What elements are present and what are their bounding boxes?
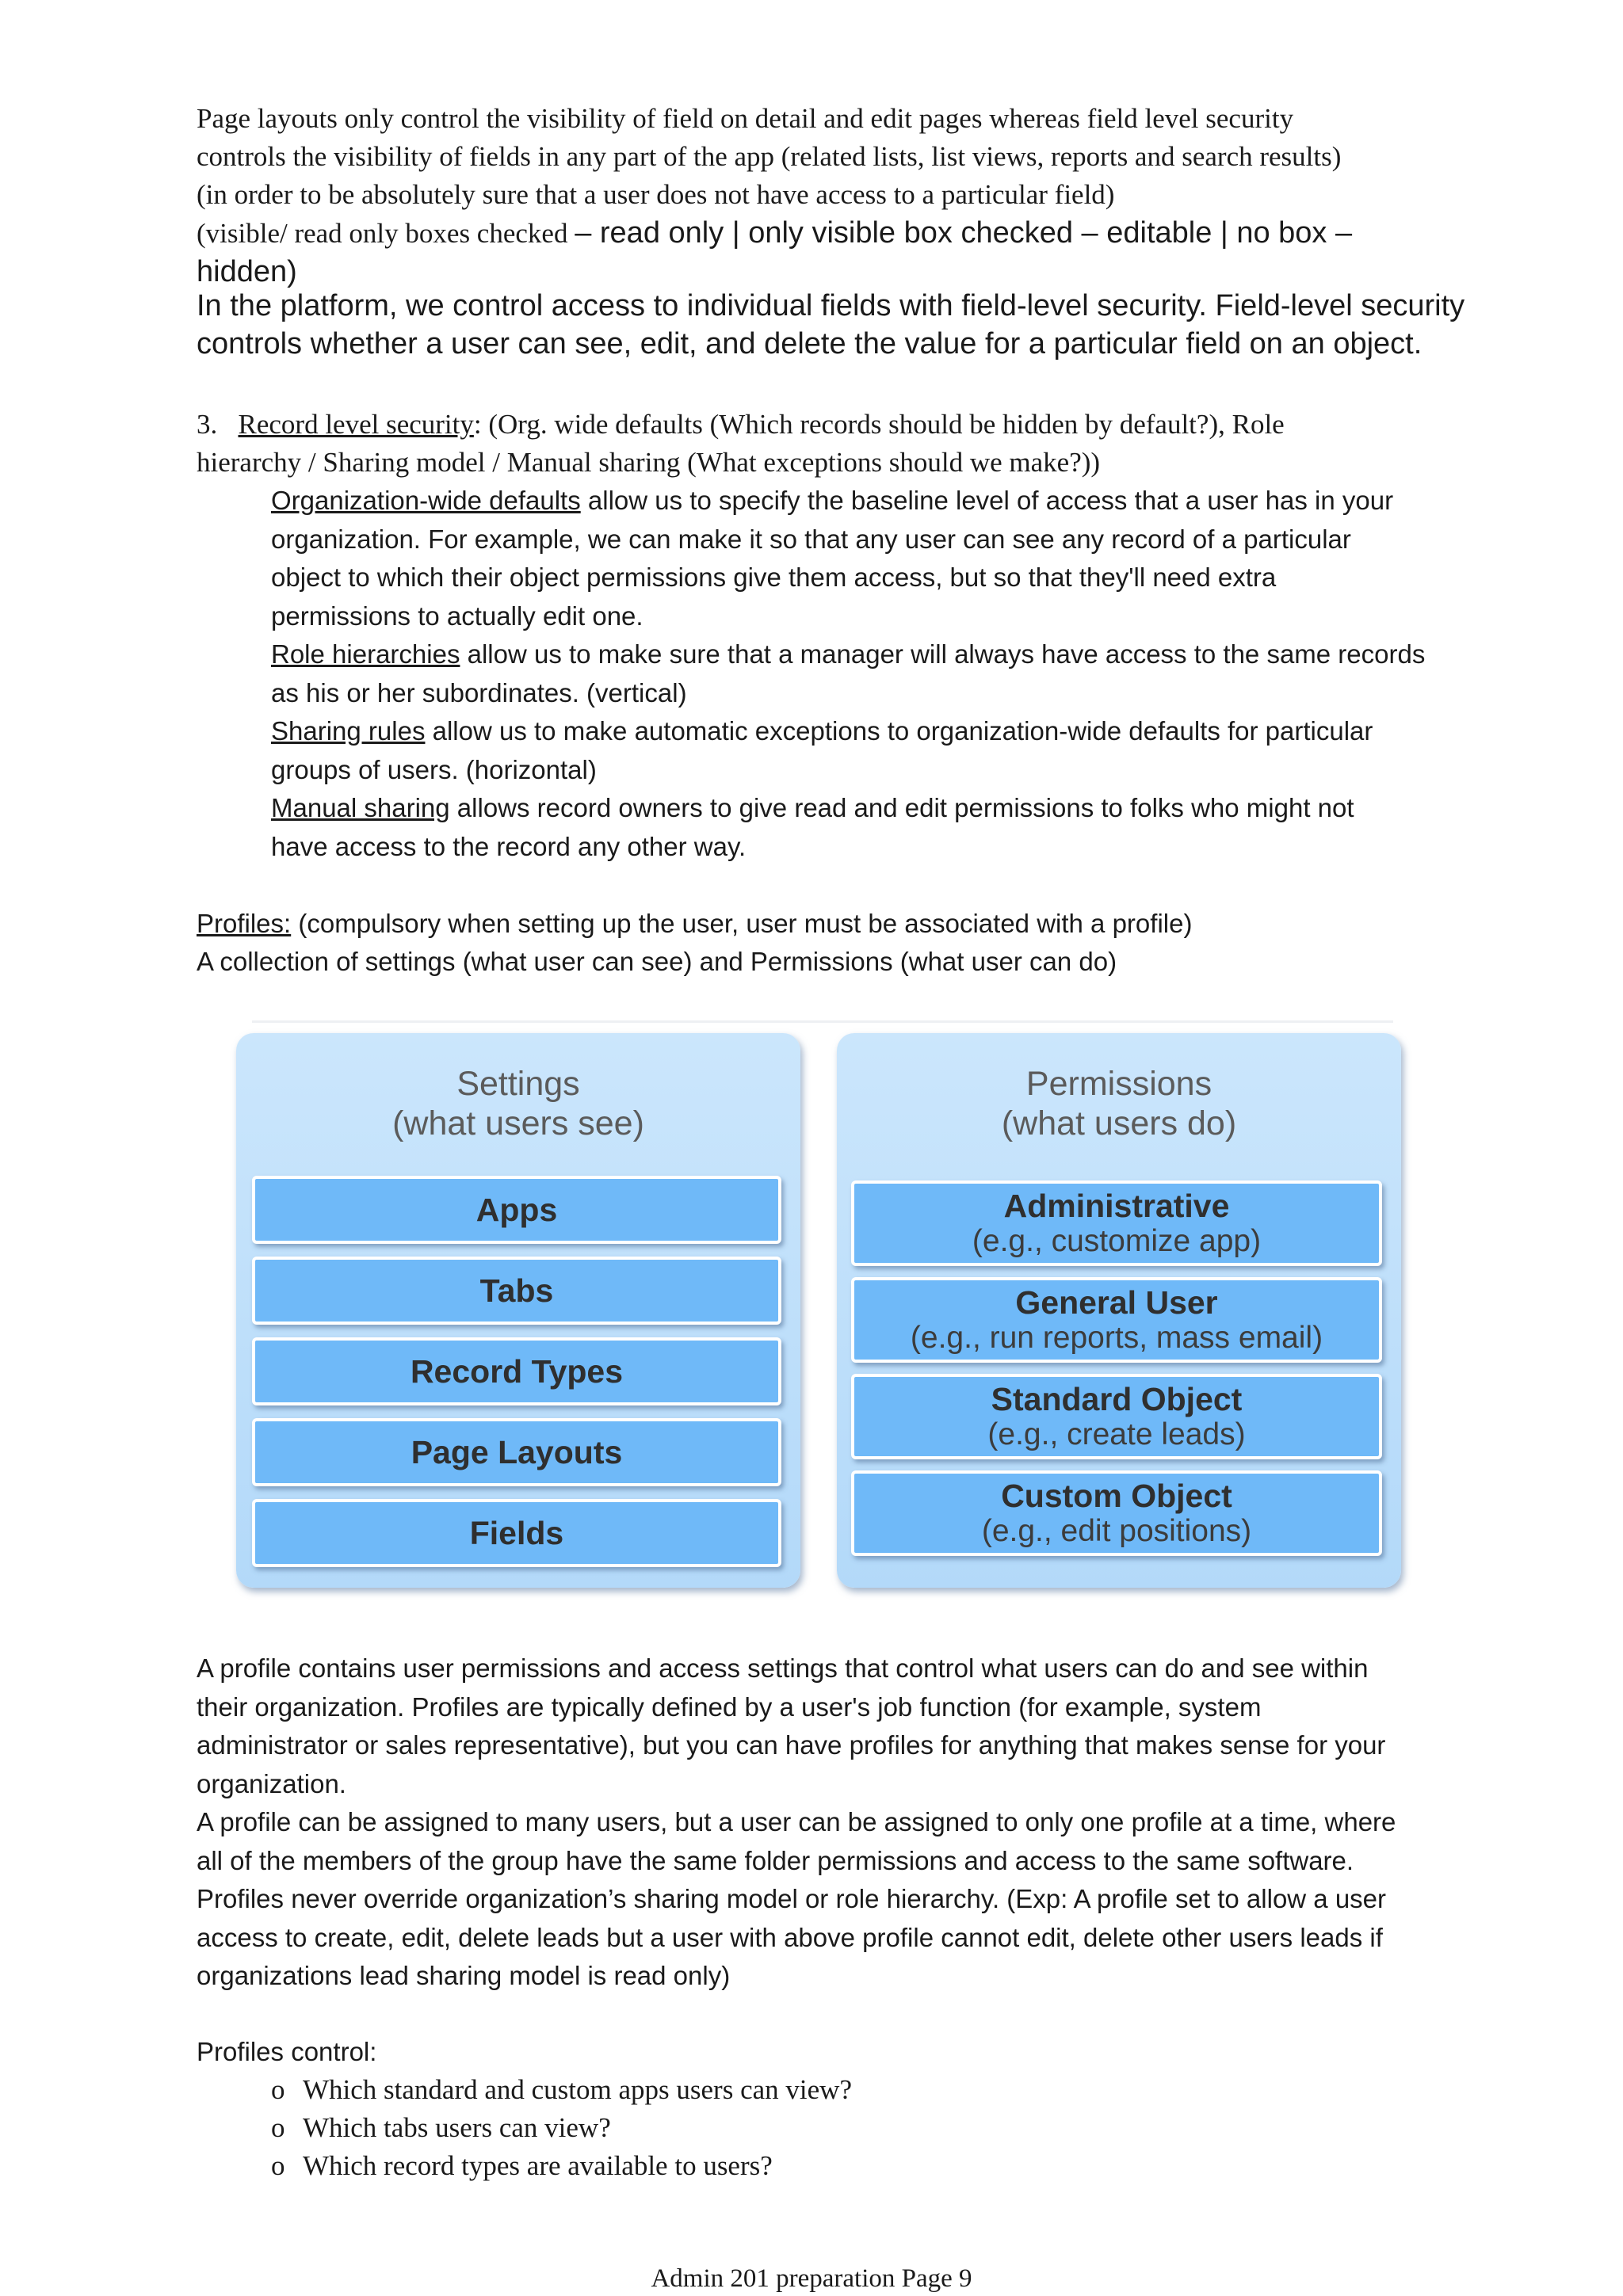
list-item	[271, 2109, 1507, 2147]
text-line	[271, 789, 1460, 828]
text-line: groups of users. (horizontal)	[271, 754, 597, 784]
bullet-icon: o	[271, 2150, 285, 2181]
permission-example: (e.g., customize app)	[972, 1224, 1262, 1258]
permissions-panel	[837, 1033, 1401, 1588]
permission-name: Standard Object	[991, 1381, 1243, 1417]
text-fragment: allow us to make sure that a manager will always have access to the same records	[460, 639, 1426, 669]
text-fragment: allows record owners to give read and edit permissions to folks who might not	[449, 793, 1354, 822]
term-profiles: Profiles:	[197, 909, 292, 938]
text-line: Page layouts only control the visibility of field on detail and edit pages whereas field level security	[197, 103, 1294, 134]
settings-title: Settings	[456, 1065, 580, 1103]
settings-item	[252, 1257, 781, 1325]
text-line: hidden)	[197, 255, 297, 288]
permission-example: (e.g., run reports, mass email)	[910, 1321, 1323, 1355]
page-footer: Admin 201 preparation Page 9	[651, 2264, 972, 2293]
text-line	[197, 905, 1433, 943]
text-line: organization. For example, we can make it so that any user can see any record of a particular	[271, 524, 1351, 554]
text-line: access to create, edit, delete leads but a user with above profile cannot edit, delete other users leads if	[197, 1922, 1383, 1952]
field-level-security-text	[197, 100, 1433, 291]
platform-paragraph	[197, 287, 1465, 363]
text-line: A profile can be assigned to many users, but a user can be assigned to only one profile at a time, where	[197, 1807, 1396, 1836]
profiles-intro	[197, 905, 1433, 981]
text-line: have access to the record any other way.	[271, 831, 747, 861]
text-fragment: : (Org. wide defaults (Which records should be hidden by default?), Role	[473, 409, 1285, 440]
settings-item-label: Fields	[469, 1515, 564, 1551]
text-line: object to which their object permissions give them access, but so that they'll need extra	[271, 563, 1277, 592]
text-line: In the platform, we control access to individual fields with field-level security. Field-level security	[197, 289, 1465, 322]
text-line: all of the members of the group have the same folder permissions and access to the same software.	[197, 1845, 1354, 1875]
bullet-icon: o	[271, 2074, 285, 2105]
list-item-text: Which record types are available to users?	[303, 2150, 773, 2181]
text-line: (in order to be absolutely sure that a user does not have access to a particular field)	[197, 179, 1115, 210]
text-line	[271, 482, 1460, 521]
text-line: organization.	[197, 1768, 346, 1798]
text-line: hierarchy / Sharing model / Manual sharing (What exceptions should we make?))	[197, 447, 1101, 478]
settings-item	[252, 1176, 781, 1244]
text-line: A collection of settings (what user can see) and Permissions (what user can do)	[197, 947, 1117, 976]
list-item-text: Which standard and custom apps users can view?	[303, 2074, 852, 2105]
text-line: A profile contains user permissions and access settings that control what users can do and see within	[197, 1653, 1369, 1683]
text-line: their organization. Profiles are typically defined by a user's job function (for example, system	[197, 1691, 1262, 1722]
text-line	[271, 712, 1460, 751]
profile-description	[197, 1650, 1433, 1996]
settings-item	[252, 1337, 781, 1405]
text-fragment: – read only | only visible box checked – editable | no box –	[575, 216, 1353, 250]
list-item	[271, 2071, 1507, 2109]
permission-example: (e.g., create leads)	[987, 1417, 1246, 1451]
permission-item	[851, 1374, 1382, 1459]
text-fragment: (visible/ read only boxes checked	[197, 218, 575, 249]
text-line: Profiles control:	[197, 2037, 377, 2066]
text-line: Profiles never override organization’s sharing model or role hierarchy. (Exp: A profile set to allow a user	[197, 1884, 1387, 1913]
settings-item-label: Page Layouts	[411, 1434, 623, 1470]
term-role-hierarchies: Role hierarchies	[271, 639, 460, 669]
term-manual-sharing: Manual sharing	[271, 793, 450, 822]
term-sharing-rules: Sharing rules	[271, 716, 426, 746]
bullet-icon: o	[271, 2112, 285, 2143]
term-org-wide-defaults: Organization-wide defaults	[271, 486, 581, 515]
settings-item-label: Record Types	[410, 1353, 624, 1390]
settings-panel	[236, 1033, 800, 1588]
text-line: permissions to actually edit one.	[271, 601, 643, 631]
settings-subtitle: (what users see)	[392, 1104, 644, 1142]
list-item	[271, 2147, 1507, 2185]
divider	[252, 1020, 1393, 1023]
list-item-text: Which tabs users can view?	[303, 2112, 611, 2143]
permission-item	[851, 1277, 1382, 1363]
permission-item	[851, 1180, 1382, 1266]
text-line: controls the visibility of fields in any part of the app (related lists, list views, reports and search results)	[197, 141, 1342, 172]
text-line	[271, 635, 1460, 674]
text-line	[197, 406, 1433, 444]
permissions-title: Permissions	[1025, 1065, 1212, 1103]
permission-name: General User	[1015, 1284, 1218, 1321]
text-fragment: allow us to specify the baseline level of access that a user has in your	[580, 486, 1394, 515]
record-level-details	[271, 482, 1460, 866]
permission-name: Administrative	[1003, 1188, 1230, 1224]
list-number: 3.	[197, 409, 218, 440]
text-line: controls whether a user can see, edit, and delete the value for a particular field on an object.	[197, 327, 1423, 360]
permission-example: (e.g., edit positions)	[981, 1514, 1252, 1548]
text-line: organizations lead sharing model is read only)	[197, 1961, 731, 1990]
permission-name: Custom Object	[1001, 1478, 1232, 1514]
settings-item	[252, 1499, 781, 1567]
text-fragment: (compulsory when setting up the user, user must be associated with a profile)	[291, 909, 1193, 938]
permissions-subtitle: (what users do)	[1001, 1104, 1237, 1142]
profile-diagram	[236, 1020, 1404, 1600]
settings-item-label: Apps	[475, 1192, 558, 1228]
settings-item-label: Tabs	[479, 1272, 554, 1309]
text-line: administrator or sales representative), but you can have profiles for anything that makes sense for your	[197, 1730, 1386, 1760]
settings-item	[252, 1418, 781, 1486]
text-line: as his or her subordinates. (vertical)	[271, 677, 687, 707]
permission-item	[851, 1470, 1382, 1556]
text-fragment: allow us to make automatic exceptions to organization-wide defaults for particular	[425, 716, 1373, 746]
profiles-control-list	[271, 2071, 1507, 2185]
text-line	[197, 214, 1433, 253]
record-level-security-heading	[197, 406, 1433, 482]
profiles-control-heading	[197, 2033, 1433, 2071]
section-term: Record level security	[238, 409, 474, 440]
